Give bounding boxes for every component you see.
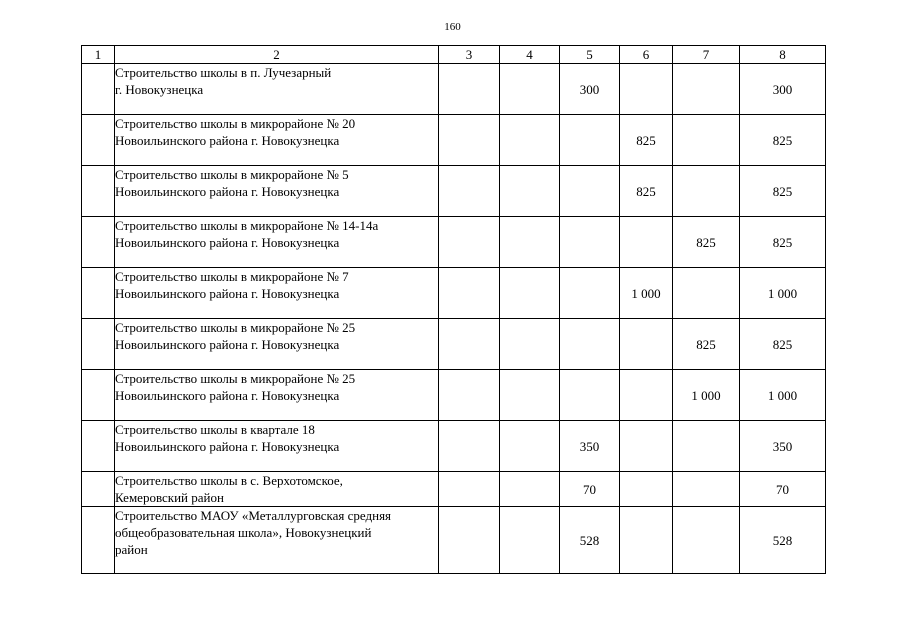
value-cell-col6 xyxy=(620,507,673,574)
value-cell-col7 xyxy=(673,507,740,574)
column-header: 2 xyxy=(115,46,439,64)
index-cell xyxy=(82,64,115,115)
value-cell-col7: 825 xyxy=(673,319,740,370)
value-cell-col4 xyxy=(500,268,560,319)
value-cell-col3 xyxy=(439,421,500,472)
index-cell xyxy=(82,217,115,268)
value-cell-total: 70 xyxy=(740,472,826,507)
value-cell-col6 xyxy=(620,421,673,472)
project-name-line: Новоильинского района г. Новокузнецка xyxy=(115,439,340,454)
value-cell-col3 xyxy=(439,268,500,319)
project-name-line: район xyxy=(115,542,148,557)
project-name-line: Новоильинского района г. Новокузнецка xyxy=(115,388,340,403)
value-cell-col3 xyxy=(439,472,500,507)
value-cell-col6: 825 xyxy=(620,166,673,217)
column-header: 8 xyxy=(740,46,826,64)
value-cell-col6: 825 xyxy=(620,115,673,166)
project-name-line: Новоильинского района г. Новокузнецка xyxy=(115,235,340,250)
project-name-cell xyxy=(115,421,439,472)
value-cell-col5: 350 xyxy=(560,421,620,472)
project-name-cell xyxy=(115,115,439,166)
project-name-cell xyxy=(115,507,439,574)
value-cell-col3 xyxy=(439,370,500,421)
value-cell-col7 xyxy=(673,166,740,217)
project-name-line: Строительство школы в микрорайоне № 5 xyxy=(115,167,349,182)
value-cell-col5 xyxy=(560,115,620,166)
value-cell-col5 xyxy=(560,268,620,319)
project-name-line: Новоильинского района г. Новокузнецка xyxy=(115,337,340,352)
value-cell-col7 xyxy=(673,64,740,115)
value-cell-col6 xyxy=(620,217,673,268)
value-cell-col5 xyxy=(560,166,620,217)
project-name-line: Строительство школы в микрорайоне № 25 xyxy=(115,371,356,386)
index-cell xyxy=(82,472,115,507)
index-cell xyxy=(82,370,115,421)
table-row xyxy=(82,370,826,421)
value-cell-total: 825 xyxy=(740,166,826,217)
project-name-cell xyxy=(115,166,439,217)
table-row xyxy=(82,507,826,574)
value-cell-col4 xyxy=(500,166,560,217)
value-cell-col7 xyxy=(673,421,740,472)
project-name-line: Кемеровский район xyxy=(115,490,224,505)
value-cell-col5: 300 xyxy=(560,64,620,115)
value-cell-total: 825 xyxy=(740,217,826,268)
value-cell-col5: 528 xyxy=(560,507,620,574)
value-cell-col4 xyxy=(500,115,560,166)
value-cell-col4 xyxy=(500,472,560,507)
project-name-line: Строительство школы в микрорайоне № 14-14а xyxy=(115,218,379,233)
value-cell-col5: 70 xyxy=(560,472,620,507)
value-cell-col3 xyxy=(439,319,500,370)
project-name-cell xyxy=(115,472,439,507)
column-header: 5 xyxy=(560,46,620,64)
column-header: 3 xyxy=(439,46,500,64)
value-cell-col7 xyxy=(673,115,740,166)
table-row xyxy=(82,64,826,115)
project-name-cell xyxy=(115,217,439,268)
project-name-line: г. Новокузнецка xyxy=(115,82,204,97)
value-cell-col7 xyxy=(673,472,740,507)
value-cell-col6: 1 000 xyxy=(620,268,673,319)
index-cell xyxy=(82,268,115,319)
table-row xyxy=(82,115,826,166)
value-cell-col7: 1 000 xyxy=(673,370,740,421)
value-cell-total: 1 000 xyxy=(740,370,826,421)
index-cell xyxy=(82,115,115,166)
value-cell-col3 xyxy=(439,217,500,268)
table-row xyxy=(82,268,826,319)
index-cell xyxy=(82,319,115,370)
value-cell-col4 xyxy=(500,64,560,115)
value-cell-col6 xyxy=(620,64,673,115)
column-header: 7 xyxy=(673,46,740,64)
value-cell-col5 xyxy=(560,370,620,421)
project-name-cell xyxy=(115,319,439,370)
value-cell-total: 528 xyxy=(740,507,826,574)
project-name-cell xyxy=(115,370,439,421)
value-cell-total: 1 000 xyxy=(740,268,826,319)
table-row xyxy=(82,472,826,507)
value-cell-col4 xyxy=(500,421,560,472)
value-cell-col6 xyxy=(620,319,673,370)
data-table xyxy=(81,45,826,574)
column-header: 6 xyxy=(620,46,673,64)
project-name-line: Строительство школы в микрорайоне № 20 xyxy=(115,116,356,131)
value-cell-col4 xyxy=(500,217,560,268)
value-cell-col3 xyxy=(439,115,500,166)
project-name-line: Строительство школы в микрорайоне № 25 xyxy=(115,320,356,335)
page-number: 160 xyxy=(444,21,461,33)
table-row xyxy=(82,217,826,268)
project-name-line: Новоильинского района г. Новокузнецка xyxy=(115,133,340,148)
project-name-line: общеобразовательная школа», Новокузнецкий xyxy=(115,525,372,540)
index-cell xyxy=(82,421,115,472)
value-cell-total: 350 xyxy=(740,421,826,472)
value-cell-col6 xyxy=(620,472,673,507)
value-cell-col4 xyxy=(500,319,560,370)
value-cell-col5 xyxy=(560,319,620,370)
column-header: 1 xyxy=(82,46,115,64)
index-cell xyxy=(82,166,115,217)
value-cell-col7 xyxy=(673,268,740,319)
value-cell-col4 xyxy=(500,507,560,574)
project-name-line: Новоильинского района г. Новокузнецка xyxy=(115,184,340,199)
project-name-line: Строительство школы в с. Верхотомское, xyxy=(115,473,343,488)
project-name-cell xyxy=(115,268,439,319)
column-header: 4 xyxy=(500,46,560,64)
value-cell-total: 825 xyxy=(740,115,826,166)
project-name-line: Новоильинского района г. Новокузнецка xyxy=(115,286,340,301)
value-cell-col6 xyxy=(620,370,673,421)
value-cell-total: 825 xyxy=(740,319,826,370)
index-cell xyxy=(82,507,115,574)
value-cell-col3 xyxy=(439,64,500,115)
value-cell-col7: 825 xyxy=(673,217,740,268)
value-cell-col3 xyxy=(439,507,500,574)
value-cell-total: 300 xyxy=(740,64,826,115)
value-cell-col4 xyxy=(500,370,560,421)
project-name-line: Строительство МАОУ «Металлурговская средняя xyxy=(115,508,392,523)
value-cell-col5 xyxy=(560,217,620,268)
table-row xyxy=(82,319,826,370)
table-row xyxy=(82,421,826,472)
value-cell-col3 xyxy=(439,166,500,217)
project-name-line: Строительство школы в п. Лучезарный xyxy=(115,65,332,80)
project-name-line: Строительство школы в квартале 18 xyxy=(115,422,315,437)
table-row xyxy=(82,166,826,217)
project-name-cell xyxy=(115,64,439,115)
header-row xyxy=(82,46,826,64)
project-name-line: Строительство школы в микрорайоне № 7 xyxy=(115,269,349,284)
